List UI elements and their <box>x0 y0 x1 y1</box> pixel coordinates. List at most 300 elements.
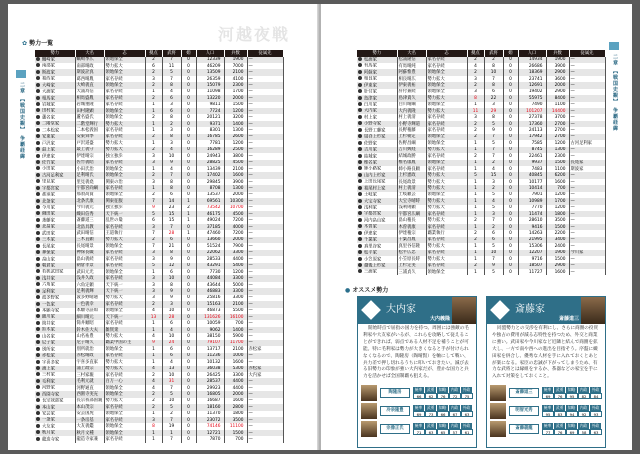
right-page <box>321 4 632 450</box>
cell-text: 家名存続 <box>105 417 123 423</box>
cell-text: 伊東家 <box>364 83 377 89</box>
stat-value: 71 <box>413 429 425 435</box>
cell-text: 田村家 <box>42 108 55 114</box>
stat-label: 武勇 <box>425 423 437 429</box>
cell-text: 0 <box>187 166 190 172</box>
recommend-title-text: オススメ勢力 <box>352 287 389 294</box>
cell-text: — <box>570 153 575 159</box>
cell-text: 5 <box>492 243 495 249</box>
cell-text: 勢力拡大 <box>427 198 445 204</box>
cell-text: 55975 <box>528 95 543 101</box>
stat-label: 内政 <box>578 405 590 411</box>
cell-text: 領地保全 <box>427 269 445 275</box>
family-crest-icon <box>36 302 40 306</box>
cell-text: 長尾政景 <box>398 179 416 185</box>
cell-text: 10700 <box>229 205 244 211</box>
cell-text: 0 <box>187 89 190 95</box>
cell-text: 131626 <box>204 314 221 320</box>
cell-text: — <box>570 147 575 153</box>
cell-text: 9 <box>492 128 495 134</box>
cell-text: 独立独歩 <box>105 153 123 159</box>
cell-text: 7490 <box>531 102 543 108</box>
cell-text: 1 <box>152 269 155 275</box>
stat-value: 92 <box>578 411 590 417</box>
cell-text: 龍造寺家兼 <box>76 437 98 443</box>
faction-table-right <box>357 50 606 275</box>
cell-text: — <box>248 404 253 410</box>
general-name: 明智光秀 <box>509 406 539 416</box>
cell-text: 家名存続 <box>427 237 445 243</box>
cell-text: 10059 <box>206 321 221 327</box>
cell-text: 家名存続 <box>105 256 123 262</box>
stat-label: 統率 <box>542 423 554 429</box>
cell-text: 26686 <box>528 63 543 69</box>
stat-value: 66 <box>413 393 425 399</box>
cell-text: 2 <box>152 391 155 397</box>
cell-text: 領地保全 <box>427 160 445 166</box>
cell-text: 15 <box>168 211 175 217</box>
cell-text: 領地保全 <box>105 82 123 88</box>
family-crest-icon <box>36 334 40 338</box>
cell-text: — <box>570 231 575 237</box>
cell-text: 赤松家 <box>248 366 262 372</box>
table-row <box>357 269 605 275</box>
family-crest-icon <box>36 411 40 415</box>
cell-text: 19402 <box>528 89 543 95</box>
stat-label: 外政 <box>461 405 473 411</box>
cell-text: 家名存続 <box>105 404 123 410</box>
cell-text: 3 <box>152 276 155 282</box>
family-crest-icon <box>36 134 40 138</box>
cell-text: 0 <box>187 63 190 69</box>
cell-text: 6 <box>492 237 495 243</box>
family-crest-icon <box>36 372 40 376</box>
cell-text: 家名存続 <box>427 224 445 230</box>
cell-text: 1 <box>152 321 155 327</box>
cell-text: 0 <box>187 57 190 63</box>
cell-text: 畠山義続 <box>76 256 94 262</box>
cell-text: 家名存続 <box>427 115 445 121</box>
cell-text: 0 <box>187 269 190 275</box>
cell-text: — <box>248 231 253 237</box>
cell-text: 0 <box>187 95 190 101</box>
cell-text: 22461 <box>528 153 543 159</box>
cell-text: — <box>248 82 253 88</box>
side-tab: 二章 【戦国史観】 争覇経緯 <box>612 54 618 132</box>
column-header: 従属先 <box>247 50 283 57</box>
cell-text: 13509 <box>206 70 221 76</box>
cell-text: 0 <box>509 82 512 88</box>
cell-text: 家名存続 <box>105 128 123 134</box>
faction-table-left <box>35 50 284 443</box>
cell-text: 44084 <box>206 276 221 282</box>
cell-text: 大宝寺晴時 <box>398 198 420 204</box>
cell-text: 2 <box>170 411 173 417</box>
general-row <box>361 420 473 437</box>
cell-text: 7200 <box>232 231 244 237</box>
cell-text: — <box>570 102 575 108</box>
general-stats <box>542 405 602 417</box>
cell-text: 伊東義祐 <box>398 82 416 88</box>
cell-text: 領地保全 <box>105 70 123 76</box>
cell-text: 7 <box>170 437 173 443</box>
cell-text: 1 <box>187 211 190 217</box>
table-cell <box>518 269 546 275</box>
cell-text: 5500 <box>232 308 244 314</box>
family-crest-icon <box>358 76 362 80</box>
cell-text: 14400 <box>551 108 566 114</box>
cell-text: 北畠具教 <box>76 224 94 230</box>
cell-text: — <box>248 160 253 166</box>
cell-text: 0 <box>509 57 512 63</box>
general-portrait <box>361 403 377 419</box>
cell-text: 西園寺実充 <box>76 391 98 397</box>
stat-value: 63 <box>461 411 473 417</box>
cell-text: 51524 <box>206 243 221 249</box>
cell-text: 9 <box>170 256 173 262</box>
cell-text: 葛尾村上家 <box>364 186 386 192</box>
cell-text: 2300 <box>554 153 566 159</box>
cell-text: 二階堂輝行 <box>76 121 98 127</box>
cell-text: 0 <box>187 353 190 359</box>
cell-text: 領地保全 <box>105 243 123 249</box>
cell-text: 9 <box>492 263 495 269</box>
cell-text: — <box>248 108 253 114</box>
cell-text: 10132 <box>206 359 221 365</box>
cell-text: 1 <box>474 185 477 191</box>
cell-text: — <box>248 179 253 185</box>
cell-text: 24113 <box>528 128 543 134</box>
cell-text: 0 <box>187 282 190 288</box>
cell-text: 9 <box>170 295 173 301</box>
cell-text: 0 <box>187 321 190 327</box>
cell-text: 土岐家 <box>364 192 377 198</box>
stat-value: 65 <box>437 429 449 435</box>
cell-text: 11098 <box>206 89 221 95</box>
cell-text: 3 <box>152 153 155 159</box>
cell-text: 0 <box>509 269 512 275</box>
cell-text: 領地保全 <box>105 115 123 121</box>
cell-text: 7870 <box>209 437 221 443</box>
cell-text: 7 <box>152 243 155 249</box>
family-crest-icon <box>36 205 40 209</box>
section-title <box>22 38 53 47</box>
cell-text: 0 <box>187 224 190 230</box>
cell-text: 勢力拡大 <box>427 95 445 101</box>
cell-text: 7 <box>152 231 155 237</box>
cell-text: 百万一心 <box>105 379 123 385</box>
cell-text: 16785 <box>206 134 221 140</box>
cell-text: 大浦家 <box>42 89 55 95</box>
cell-text: 椎名康胤 <box>398 160 416 166</box>
cell-text: 最上家 <box>42 147 55 153</box>
cell-text: — <box>570 243 575 249</box>
cell-text: 浅井久政 <box>76 276 94 282</box>
stat-label: 内政 <box>449 405 461 411</box>
stat-label: 統率 <box>413 423 425 429</box>
cell-text: 3 <box>492 179 495 185</box>
family-crest-icon <box>358 179 362 183</box>
cell-text: 若狭武田家 <box>42 269 64 275</box>
cell-text: 0 <box>509 121 512 127</box>
cell-text: 2900 <box>554 263 566 269</box>
cell-text: — <box>570 218 575 224</box>
table-cell <box>75 398 104 404</box>
cell-text: 大浦為信 <box>76 89 94 95</box>
cell-text: 1400 <box>232 121 244 127</box>
cell-text: 0 <box>187 437 190 443</box>
cell-text: 1700 <box>232 89 244 95</box>
cell-text: 3200 <box>232 115 244 121</box>
cell-text: — <box>248 385 253 391</box>
cell-text: 長野稙藤 <box>398 128 416 134</box>
cell-text: 斎藤家 <box>42 218 55 224</box>
cell-text: — <box>570 128 575 134</box>
column-header: 従属先 <box>569 50 605 57</box>
cell-text: 二本松義国 <box>76 128 98 134</box>
family-crest-icon <box>36 70 40 74</box>
cell-text: 7 <box>152 198 155 204</box>
cell-text: 2000 <box>232 192 244 198</box>
cell-text: 1 <box>187 231 190 237</box>
table-cell <box>247 436 283 442</box>
cell-text: 3500 <box>554 218 566 224</box>
cell-text: 3 <box>474 89 477 95</box>
cell-text: 領地保全 <box>427 134 445 140</box>
cell-text: 0 <box>187 424 190 430</box>
cell-text: 毛利家 <box>42 379 55 385</box>
cell-text: 筒井家 <box>42 321 55 327</box>
cell-text: 2 <box>152 237 155 243</box>
family-crest-icon <box>36 63 40 67</box>
cell-text: 0 <box>509 263 512 269</box>
cell-text: 0 <box>187 276 190 282</box>
cell-text: — <box>248 288 253 294</box>
family-crest-icon <box>358 205 362 209</box>
cell-text: 扇谷上杉家 <box>364 134 386 140</box>
cell-text: 9 <box>152 340 155 346</box>
cell-text: 0 <box>509 70 512 76</box>
cell-text: 2000 <box>232 95 244 101</box>
cell-text: 0 <box>509 179 512 185</box>
cell-text: 0 <box>509 185 512 191</box>
family-crest-icon <box>358 192 362 196</box>
cell-text: 赤松家 <box>248 346 262 352</box>
general-name: 斎藤道三 <box>509 388 539 398</box>
cell-text: 0 <box>187 359 190 365</box>
cell-text: 28825 <box>206 160 221 166</box>
table-row <box>35 436 283 442</box>
general-stats <box>542 387 602 399</box>
cell-text: 勢力拡大 <box>427 108 445 114</box>
cell-text: 1300 <box>232 128 244 134</box>
cell-text: — <box>570 263 575 269</box>
cell-text: 11 <box>472 108 479 114</box>
cell-text: 長尾家 <box>570 160 584 166</box>
cell-text: 43291 <box>206 263 221 269</box>
table-cell <box>181 436 196 442</box>
cell-text: 家名存続 <box>427 166 445 172</box>
cell-text: — <box>248 57 253 63</box>
cell-text: 関東征服 <box>105 198 123 204</box>
cell-text: 細川家 <box>42 314 55 320</box>
general-portrait <box>490 385 506 401</box>
cell-text: 2200 <box>554 231 566 237</box>
cell-text: 3 <box>492 102 495 108</box>
cell-text: 今川家 <box>42 205 55 211</box>
family-crest-icon <box>36 147 40 151</box>
cell-text: 1200 <box>554 205 566 211</box>
cell-text: — <box>248 192 253 198</box>
cell-text: 松浦家 <box>364 57 377 63</box>
general-portrait <box>490 421 506 437</box>
cell-text: 5300 <box>232 366 244 372</box>
cell-text: 勢力拡大 <box>105 237 123 243</box>
cell-text: 1 <box>152 437 155 443</box>
cell-text: 蘆名盛氏 <box>76 115 94 121</box>
cell-text: 27378 <box>528 115 543 121</box>
cell-text: 小野寺家 <box>364 121 382 127</box>
cell-text: 1 <box>152 185 155 191</box>
cell-text: 勢力拡大 <box>427 256 445 262</box>
cell-text: 古河足利家 <box>42 173 64 179</box>
general-name: 冷泉隆豊 <box>380 406 410 416</box>
table-cell <box>145 436 162 442</box>
cell-text: 領地保全 <box>105 385 123 391</box>
cell-text: 9416 <box>531 224 543 230</box>
cell-text: 0 <box>187 192 190 198</box>
cell-text: 勢力拡大 <box>105 295 123 301</box>
cell-text: 独立独歩 <box>105 205 123 211</box>
cell-text: 筒井順昭 <box>76 321 94 327</box>
cell-text: 36038 <box>206 366 221 372</box>
cell-text: 3400 <box>554 237 566 243</box>
cell-text: 3300 <box>232 288 244 294</box>
cell-text: 1100 <box>554 166 566 172</box>
cell-text: 9716 <box>531 256 543 262</box>
cell-text: 5 <box>492 205 495 211</box>
cell-text: 0 <box>509 95 512 101</box>
table-cell <box>196 436 224 442</box>
family-crest-icon <box>36 211 40 215</box>
cell-text: 大友家 <box>42 424 55 430</box>
cell-text: 0 <box>187 256 190 262</box>
stat-value: 82 <box>578 393 590 399</box>
cell-text: 1 <box>474 102 477 108</box>
cell-text: 0 <box>187 173 190 179</box>
recommend-title <box>345 285 388 294</box>
stat-label: 統率 <box>542 405 554 411</box>
cell-text: 0 <box>187 263 190 269</box>
cell-text: 0 <box>509 140 512 146</box>
cell-text: 0 <box>187 391 190 397</box>
stat-value: 66 <box>437 411 449 417</box>
stat-value: 69 <box>413 411 425 417</box>
cell-text: 家名存続 <box>105 276 123 282</box>
cell-text: — <box>570 237 575 243</box>
cell-text: — <box>248 134 253 140</box>
cell-text: 2 <box>152 147 155 153</box>
family-crest-icon <box>36 321 40 325</box>
cell-text: 北畠家 <box>42 224 55 230</box>
cell-text: 領地保全 <box>427 102 445 108</box>
cell-text: 領地保全 <box>105 346 123 352</box>
cell-text: 9811 <box>209 102 221 108</box>
cell-text: 肝付兼続 <box>398 89 416 95</box>
cell-text: — <box>248 334 253 340</box>
general-row <box>361 402 473 419</box>
cell-text: 4000 <box>232 224 244 230</box>
stat-label: 外政 <box>461 387 473 393</box>
family-crest-icon <box>36 173 40 177</box>
column-header: 姫 <box>503 50 518 57</box>
cell-text: 三浦家 <box>364 269 377 275</box>
cell-text: 101207 <box>526 108 543 114</box>
cell-text: 浦上政宗 <box>76 366 94 372</box>
family-crest-icon <box>358 128 362 132</box>
cell-text: 2 <box>152 95 155 101</box>
family-crest-icon <box>36 89 40 93</box>
cell-text: 有馬晴純 <box>398 63 416 69</box>
cell-text: — <box>248 379 253 385</box>
family-crest-icon <box>358 96 362 100</box>
stat-value: 93 <box>590 411 602 417</box>
cell-text: 0 <box>187 115 190 121</box>
cell-text: 勢力拡大 <box>105 140 123 146</box>
cell-text: 0 <box>509 192 512 198</box>
watermark: 河越夜戦 <box>218 25 291 44</box>
lord-portrait <box>581 297 605 324</box>
cell-text: 0 <box>187 102 190 108</box>
cell-text: 7 <box>492 134 495 140</box>
column-header: 志 <box>426 50 467 57</box>
cell-text: 13660 <box>206 237 221 243</box>
cell-text: 0 <box>187 140 190 146</box>
cell-text: 4400 <box>232 379 244 385</box>
cell-text: 26359 <box>206 76 221 82</box>
cell-text: — <box>570 108 575 114</box>
cell-text: 1 <box>474 243 477 249</box>
cell-text: 0 <box>187 366 190 372</box>
cell-text: 4 <box>170 166 173 172</box>
table-cell <box>484 269 503 275</box>
cell-text: 3 <box>474 76 477 82</box>
stat-value: 95 <box>566 393 578 399</box>
cell-text: 結城家 <box>364 154 377 160</box>
cell-text: 7585 <box>531 140 543 146</box>
cell-text: 0 <box>187 237 190 243</box>
cell-text: 土岐頼芸 <box>398 192 416 198</box>
cell-text: 朝倉家 <box>42 263 55 269</box>
cell-text: 18160 <box>206 404 221 410</box>
cell-text: 5 <box>152 211 155 217</box>
cell-text: 3 <box>152 282 155 288</box>
general-name: 宗像正氏 <box>380 424 410 434</box>
cell-text: 29845 <box>206 179 221 185</box>
cell-text: 河野家 <box>42 385 55 391</box>
general-name: 陶隆房 <box>380 388 410 398</box>
cell-text: 小野寺輝道 <box>398 121 420 127</box>
general-name: 斎藤義龍 <box>509 424 539 434</box>
cell-text: 2900 <box>554 89 566 95</box>
cell-text: 島津家 <box>364 96 377 102</box>
stat-value: 94 <box>566 411 578 417</box>
cell-text: 田村隆顕 <box>76 108 94 114</box>
cell-text: — <box>570 256 575 262</box>
cell-text: 毛利元就 <box>76 379 94 385</box>
family-crest-icon <box>358 186 362 190</box>
cell-text: 家名存続 <box>105 301 123 307</box>
